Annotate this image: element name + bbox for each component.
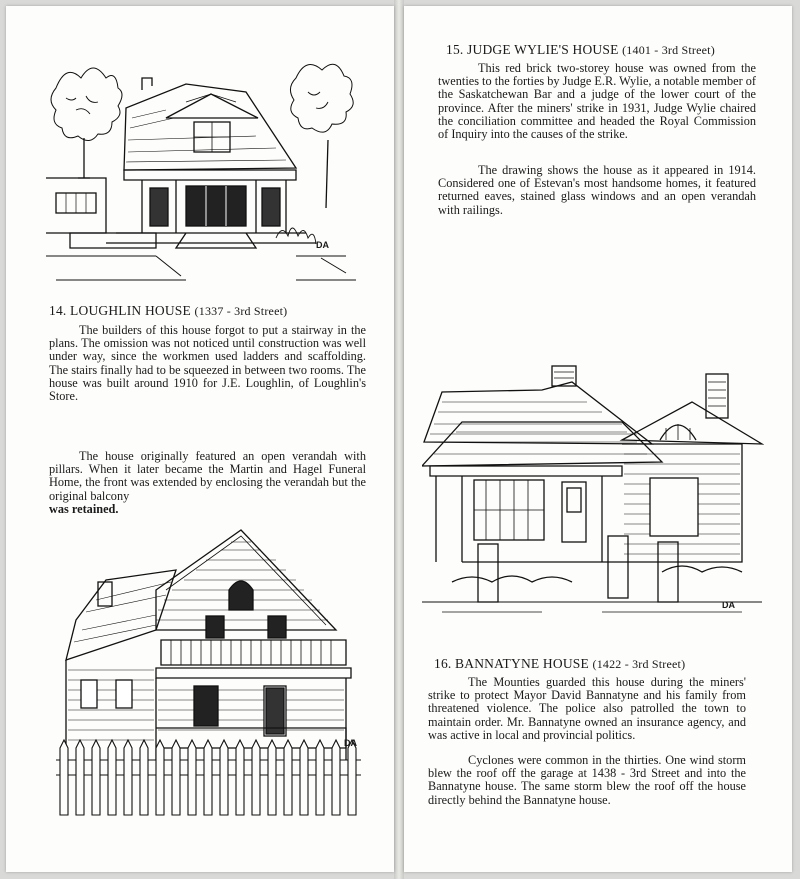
judge-wylie-house-drawing bbox=[46, 48, 366, 284]
entry-15-paragraph-2: The drawing shows the house as it appeared in 1914. Considered one of Estevan's most handsome homes, it featured returned eaves, stained glass windows and an open verandah with railings. bbox=[438, 163, 756, 217]
entry-15-address: (1401 - 3rd Street) bbox=[622, 43, 715, 57]
entry-14-address: (1337 - 3rd Street) bbox=[194, 304, 288, 318]
entry-14-heading bbox=[49, 303, 287, 319]
entry-16-address: (1422 - 3rd Street) bbox=[592, 657, 686, 671]
entry-16-title: 16. BANNATYNE HOUSE bbox=[434, 656, 589, 671]
entry-14-paragraph-2 bbox=[49, 450, 366, 516]
right-page bbox=[404, 6, 792, 872]
entry-15-heading bbox=[446, 42, 715, 58]
entry-14-paragraph-2-end: was retained. bbox=[49, 501, 119, 516]
artist-signature: DA bbox=[722, 600, 735, 610]
loughlin-house-drawing bbox=[46, 520, 366, 820]
book-gutter bbox=[394, 0, 404, 879]
artist-signature: DA bbox=[316, 240, 329, 250]
entry-14-title: 14. LOUGHLIN HOUSE bbox=[49, 303, 191, 318]
artist-signature: DA bbox=[344, 738, 357, 748]
entry-14-paragraph-2-text: The house originally featured an open verandah with pillars. When it later became the Martin and Hagel Funeral Home, the front was extended by enclosing the verandah but the original balcony bbox=[49, 449, 366, 503]
entry-15-paragraph-1: This red brick two-storey house was owned from the twenties to the forties by Judge E.R. Wylie, a notable member of the Saskatchewan Bar and a judge of the lower court of the province. After the miners' strike in 1931, Judge Wylie chaired the conciliation committee and headed the Royal Commission of Inquiry into the causes of the strike. bbox=[438, 61, 756, 142]
entry-16-paragraph-2: Cyclones were common in the thirties. One wind storm blew the roof off the garage at 1438 - 3rd Street and into the Bannatyne house. The same storm blew the roof off the house directly behind the Bannatyne house. bbox=[428, 753, 746, 807]
entry-14-paragraph-1: The builders of this house forgot to put a stairway in the plans. The omission was not noticed until construction was well under way, since the workmen used ladders and scaffolding. The stairs finally had to be squeezed in between two rooms. The house was built around 1910 for J.E. Loughlin, of Loughlin's Store. bbox=[49, 323, 366, 404]
entry-16-paragraph-1: The Mounties guarded this house during the miners' strike to protect Mayor David Bannatyne and his family from threatened violence. The police also patrolled the town to maintain order. Mr. Bannatyne owned an insurance agency, and was active in local and provincial politics. bbox=[428, 675, 746, 742]
entry-15-title: 15. JUDGE WYLIE'S HOUSE bbox=[446, 42, 619, 57]
entry-16-heading bbox=[434, 656, 685, 672]
bannatyne-house-drawing bbox=[422, 362, 764, 624]
left-page bbox=[6, 6, 394, 872]
